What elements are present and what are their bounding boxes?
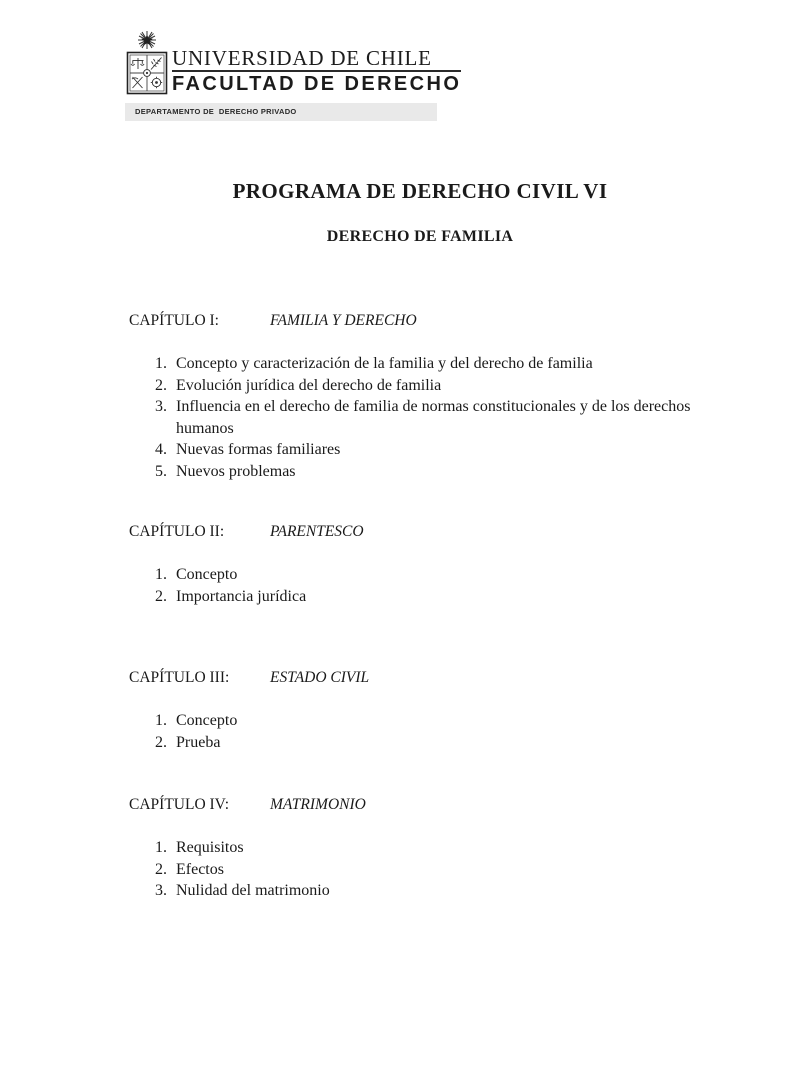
page-title: PROGRAMA DE DERECHO CIVIL VI (232, 179, 608, 203)
item-number: 1. (155, 566, 167, 583)
item-text: Nulidad del matrimonio (176, 882, 330, 899)
chapter-heading (129, 310, 711, 332)
item-number: 5. (155, 462, 167, 480)
list-item (129, 710, 704, 732)
item-number: 1. (155, 712, 167, 729)
item-text: Evolución jurídica del derecho de familia (176, 376, 442, 394)
university-crest-icon (122, 30, 172, 101)
chapter-section (129, 667, 711, 753)
chapter-section (129, 794, 711, 902)
item-text: Nuevas formas familiares (176, 441, 341, 458)
chapter-title: PARENTESCO (270, 523, 364, 540)
item-number: 1. (155, 355, 167, 372)
list-item (129, 396, 704, 439)
chapter-section (129, 521, 711, 607)
chapters (129, 310, 711, 902)
list-item (129, 837, 704, 859)
chapter-heading (129, 794, 711, 816)
item-text: Concepto (176, 712, 238, 729)
chapter-label: CAPÍTULO III: (129, 669, 230, 686)
chapter-items (129, 837, 704, 902)
university-name: UNIVERSIDAD DE CHILE (172, 46, 461, 72)
document-page (0, 30, 800, 1065)
item-number: 3. (155, 398, 167, 415)
item-number: 4. (155, 441, 167, 458)
item-text: Concepto (176, 566, 238, 583)
item-text: Importancia jurídica (176, 587, 307, 605)
document-content (129, 179, 711, 902)
list-item (129, 461, 704, 483)
item-text: Efectos (176, 860, 224, 878)
letterhead (122, 30, 462, 121)
item-number: 3. (155, 882, 167, 899)
chapter-items (129, 710, 704, 753)
page-subtitle: DERECHO DE FAMILIA (326, 228, 514, 245)
faculty-name: FACULTAD DE DERECHO (172, 73, 462, 95)
chapter-label: CAPÍTULO IV: (129, 796, 230, 813)
item-text: Influencia en el derecho de familia de normas constitucionales y de los derechos humanos (176, 398, 691, 437)
list-item (129, 375, 704, 397)
item-text: Nuevos problemas (176, 462, 296, 480)
chapter-title: MATRIMONIO (270, 796, 366, 813)
chapter-label: CAPÍTULO II: (129, 523, 225, 540)
item-number: 2. (155, 733, 167, 751)
chapter-items (129, 353, 704, 482)
chapter-heading (129, 667, 711, 689)
chapter-title: ESTADO CIVIL (270, 669, 370, 686)
item-text: Prueba (176, 733, 221, 751)
chapter-title: FAMILIA Y DERECHO (270, 312, 417, 329)
list-item (129, 564, 704, 586)
list-item (129, 586, 704, 608)
item-number: 1. (155, 839, 167, 856)
list-item (129, 353, 704, 375)
item-number: 2. (155, 587, 167, 605)
list-item (129, 439, 704, 461)
chapter-section (129, 310, 711, 482)
list-item (129, 880, 704, 902)
list-item (129, 732, 704, 754)
chapter-items (129, 564, 704, 607)
item-text: Concepto y caracterización de la familia y del derecho de familia (176, 355, 593, 372)
department-banner: DEPARTAMENTO DE DERECHO PRIVADO (125, 103, 437, 121)
item-number: 2. (155, 860, 167, 878)
item-text: Requisitos (176, 839, 244, 856)
item-number: 2. (155, 376, 167, 394)
chapter-heading (129, 521, 711, 543)
list-item (129, 859, 704, 881)
chapter-label: CAPÍTULO I: (129, 312, 219, 329)
